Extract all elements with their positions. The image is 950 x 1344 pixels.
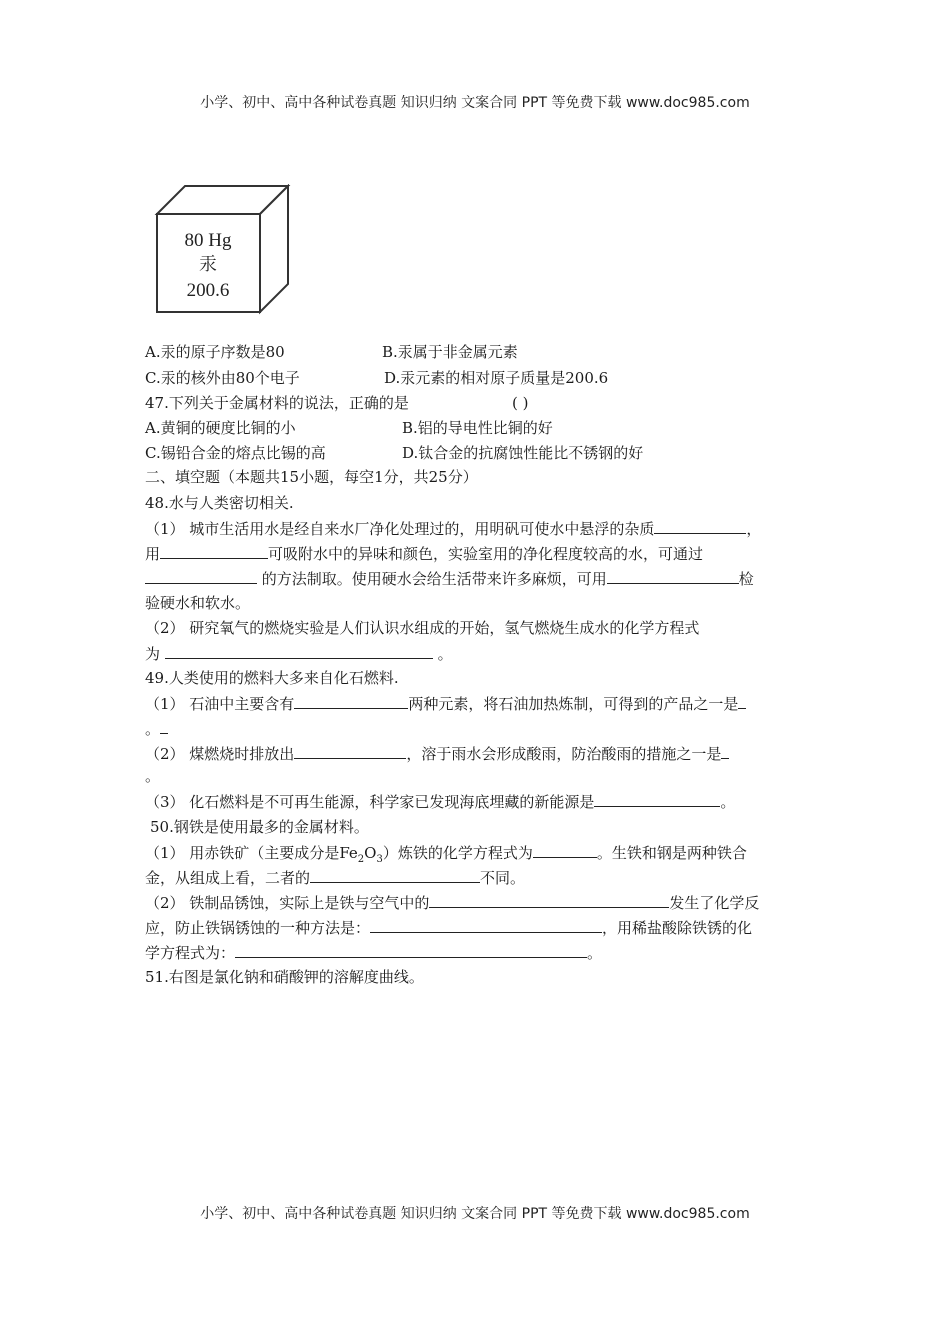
q47-option-d: D.钛合金的抗腐蚀性能比不锈钢的好 — [402, 444, 644, 462]
answer-blank[interactable] — [429, 892, 669, 908]
page-header: 小学、初中、高中各种试卷真题 知识归纳 文案合同 PPT 等免费下载 www.doc985.com — [200, 95, 750, 111]
q50-p1-text3: 。生铁和钢是两种铁合 — [596, 844, 747, 862]
q50-subscript-3: 3 — [376, 854, 383, 865]
element-mass: 200.6 — [186, 280, 230, 301]
answer-blank[interactable] — [310, 867, 480, 883]
q48-p1c-text2: 检 — [738, 570, 754, 588]
q50-p1b-text: 金，从组成上看，二者的 — [145, 869, 311, 887]
q49-part1-line1 — [145, 693, 746, 714]
q49-p1-text2: 两种元素，将石油加热炼制，可得到的产品之一是 — [408, 695, 739, 713]
section-2-heading: 二、填空题（本题共15小题，每空1分，共25分） — [145, 468, 478, 486]
q51-stem: 51.右图是氯化钠和硝酸钾的溶解度曲线。 — [145, 968, 424, 986]
q50-subscript-2: 2 — [357, 854, 365, 865]
answer-blank[interactable] — [721, 743, 729, 759]
q50-p2b-text2: ，用稀盐酸除铁锈的化 — [602, 919, 753, 937]
q49-p3-text: （3） 化石燃料是不可再生能源，科学家已发现海底埋藏的新能源是 — [145, 793, 595, 811]
q49-part2-line1 — [145, 743, 729, 764]
q47-answer-paren: ( ) — [512, 394, 529, 412]
answer-blank[interactable] — [165, 643, 433, 659]
answer-blank[interactable] — [594, 791, 720, 807]
q50-p1-text2: ）炼铁的化学方程式为 — [382, 844, 533, 862]
q48-p1-comma: ， — [746, 520, 762, 538]
q49-p2-text2: ，溶于雨水会形成酸雨，防治酸雨的措施之一是 — [406, 745, 722, 763]
q50-p2c-end: 。 — [587, 944, 603, 962]
answer-blank[interactable] — [738, 693, 746, 709]
q49-title: 49.人类使用的燃料大多来自化石燃料. — [145, 669, 399, 687]
q50-part2-line2 — [145, 917, 752, 938]
q48-p2-text: （2） 研究氧气的燃烧实验是人们认识水组成的开始，氢气燃烧生成水的化学方程式 — [145, 619, 700, 637]
q48-p1b-text2: 可吸附水中的异味和颜色，实验室用的净化程度较高的水，可通过 — [268, 545, 704, 563]
q48-part1-line3 — [145, 568, 754, 589]
q50-title: 50.钢铁是使用最多的金属材料。 — [150, 818, 369, 836]
q47-option-b: B.铝的导电性比铜的好 — [402, 419, 553, 437]
answer-blank[interactable] — [235, 942, 587, 958]
q46-option-c: C.汞的核外由80个电子 — [145, 369, 300, 387]
q50-p2-text2: 发生了化学反 — [669, 894, 760, 912]
answer-blank[interactable] — [607, 568, 739, 584]
answer-blank[interactable] — [145, 568, 257, 584]
answer-blank[interactable] — [370, 917, 602, 933]
q50-p2c-text: 学方程式为： — [145, 944, 236, 962]
answer-blank[interactable] — [294, 693, 408, 709]
q48-p2b-text: 为 — [145, 645, 161, 663]
q50-part2-line3 — [145, 942, 602, 963]
q48-part2-line2 — [145, 643, 453, 664]
q49-p2-text: （2） 煤燃烧时排放出 — [145, 745, 295, 763]
q48-title: 48.水与人类密切相关. — [145, 494, 294, 512]
q50-p2b-text: 应，防止铁锅锈蚀的一种方法是： — [145, 919, 371, 937]
q50-part1-line2 — [145, 867, 525, 888]
answer-blank[interactable] — [160, 718, 168, 734]
q48-p1c-text: 的方法制取。使用硬水会给生活带来许多麻烦，可用 — [261, 570, 607, 588]
q49-p1-text: （1） 石油中主要含有 — [145, 695, 295, 713]
q49-p3-end: 。 — [720, 793, 736, 811]
q48-p1b-text: 用 — [145, 545, 161, 563]
q47-option-a: A.黄铜的硬度比铜的小 — [145, 419, 296, 437]
q48-p2b-end: 。 — [437, 645, 453, 663]
q46-option-a: A.汞的原子序数是80 — [145, 343, 285, 361]
page-footer: 小学、初中、高中各种试卷真题 知识归纳 文案合同 PPT 等免费下载 www.doc985.com — [200, 1206, 750, 1222]
q48-part1-line1 — [145, 518, 761, 539]
q48-p1d-text: 验硬水和软水。 — [145, 594, 251, 612]
answer-blank[interactable] — [160, 543, 268, 559]
answer-blank[interactable] — [654, 518, 746, 534]
q48-part1-line2 — [145, 543, 703, 564]
q50-p1-text: （1） 用赤铁矿（主要成分是Fe — [145, 844, 358, 862]
q46-option-b: B.汞属于非金属元素 — [382, 343, 518, 361]
q48-p1-text: （1） 城市生活用水是经自来水厂净化处理过的，用明矾可使水中悬浮的杂质 — [145, 520, 655, 538]
q49-part3 — [145, 791, 735, 812]
q47-stem: 47.下列关于金属材料的说法，正确的是 — [145, 394, 409, 412]
q49-p2b-text: 。 — [145, 767, 161, 785]
q50-oxygen: O — [364, 844, 377, 862]
answer-blank[interactable] — [294, 743, 406, 759]
q46-option-d: D.汞元素的相对原子质量是200.6 — [384, 369, 609, 387]
q47-option-c: C.锡铅合金的熔点比锡的高 — [145, 444, 326, 462]
q50-p2-text: （2） 铁制品锈蚀，实际上是铁与空气中的 — [145, 894, 430, 912]
q50-part1-line1 — [145, 842, 747, 870]
element-card-cube — [154, 184, 294, 316]
q50-p1b-text2: 不同。 — [480, 869, 526, 887]
element-name: 汞 — [199, 254, 217, 275]
element-number-symbol: 80 Hg — [184, 230, 232, 251]
q50-part2-line1 — [145, 892, 759, 913]
answer-blank[interactable] — [533, 842, 597, 858]
q49-part1-line2 — [145, 718, 168, 739]
q49-p1b-text: 。 — [145, 720, 161, 738]
